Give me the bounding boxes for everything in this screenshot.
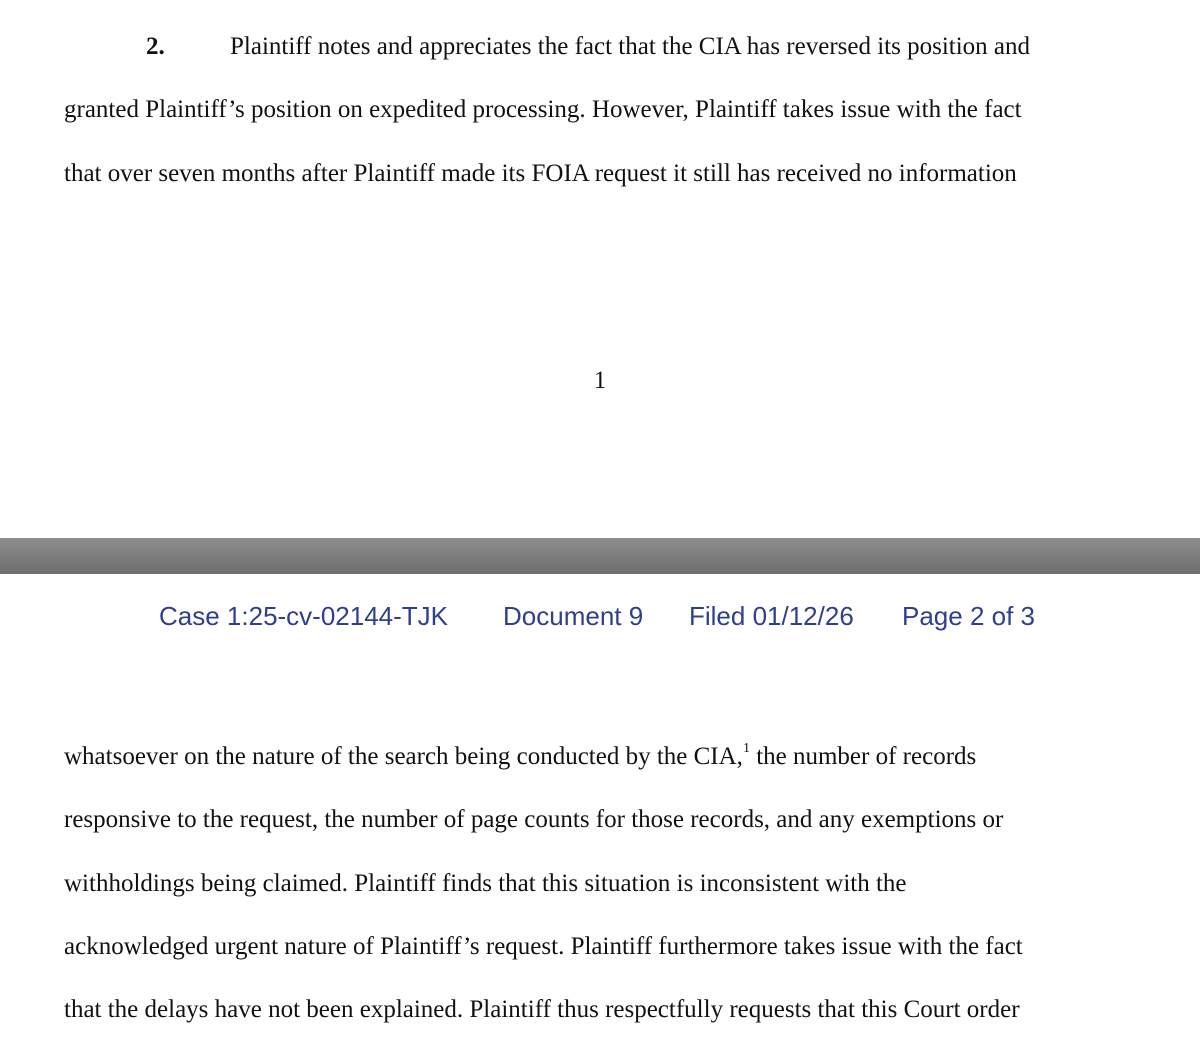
body-text-line: withholdings being claimed. Plaintiff finds that this situation is inconsistent with the [64,870,907,897]
body-text-segment: whatsoever on the nature of the search being conducted by the CIA, [64,743,743,770]
case-number-stamp: Case 1:25-cv-02144-TJK [159,601,449,631]
footnote-marker[interactable]: 1 [742,741,750,756]
body-text-line: that over seven months after Plaintiff made its FOIA request it still has received no information [64,160,1017,187]
page-number: 1 [593,367,607,394]
body-text-segment: the number of records [749,743,977,770]
body-text-line: that the delays have not been explained. Plaintiff thus respectfully requests that this Court order [64,996,1020,1023]
body-text-line: responsive to the request, the number of page counts for those records, and any exemptions or [64,806,1004,833]
page-separator [0,538,1200,574]
body-text-line: acknowledged urgent nature of Plaintiff’s request. Plaintiff furthermore takes issue with the fact [64,933,1023,960]
body-text-line: Plaintiff notes and appreciates the fact that the CIA has reversed its position and [230,33,1031,60]
body-text-line: granted Plaintiff’s position on expedited processing. However, Plaintiff takes issue with the fact [64,96,1022,123]
paragraph-number: 2. [146,33,165,60]
body-text-line [64,742,976,772]
document-number-stamp: Document 9 [503,601,644,631]
filed-date-stamp: Filed 01/12/26 [689,601,854,631]
page-count-stamp: Page 2 of 3 [902,601,1035,631]
